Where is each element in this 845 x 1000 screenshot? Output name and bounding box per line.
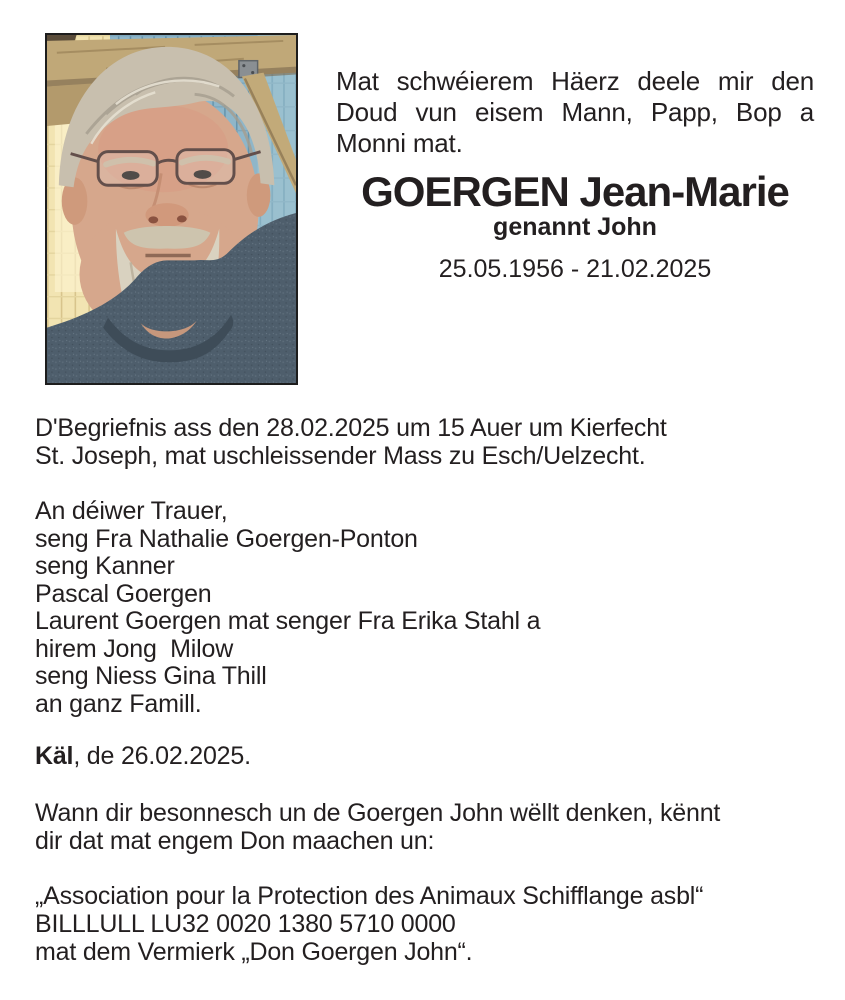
donation-iban: BILLLULL LU32 0020 1380 5710 0000 [35,910,456,938]
donation-intro-line: dir dat mat engem Don maachen un: [35,827,435,855]
donation-details [35,882,703,966]
mourner-line: Pascal Goergen [35,579,212,608]
mourner-line: hirem Jong Milow [35,634,234,663]
dateline-date: , de 26.02.2025. [73,742,251,770]
intro-text: Mat schwéierem Häerz deele mir den Doud vun eisem Mann, Papp, Bop a Monni mat. [336,66,814,158]
mourner-line: seng Niess Gina Thill [35,662,267,690]
mourners-list [35,498,540,718]
life-dates: 25.05.1956 - 21.02.2025 [438,255,712,283]
mourner-line: An déiwer Trauer, [35,497,228,525]
donation-association: „Association pour la Protection des Animaux Schifflange asbl“ [35,882,704,910]
mourner-line: Laurent Goergen mat senger Fra Erika Stahl a [35,607,541,635]
donation-intro [35,799,720,855]
donation-intro-line: Wann dir besonnesch un de Goergen John wëllt denken, kënnt [35,799,721,827]
funeral-line: St. Joseph, mat uschleissender Mass zu Esch/Uelzecht. [35,442,646,470]
donation-reference: mat dem Vermierk „Don Goergen John“. [35,938,473,966]
dateline-place: Käl [35,742,74,770]
portrait-illustration [47,35,296,383]
mourner-line: an ganz Famill. [35,689,202,718]
deceased-name: GOERGEN Jean-Marie [361,168,789,215]
deceased-nickname: genannt John [493,213,657,241]
portrait-photo [45,33,298,385]
dateline [35,742,251,770]
mourner-line: seng Kanner [35,552,175,580]
funeral-info [35,414,667,470]
funeral-line: D'Begriefnis ass den 28.02.2025 um 15 Auer um Kierfecht [35,414,667,442]
mourner-line: seng Fra Nathalie Goergen-Ponton [35,524,418,553]
